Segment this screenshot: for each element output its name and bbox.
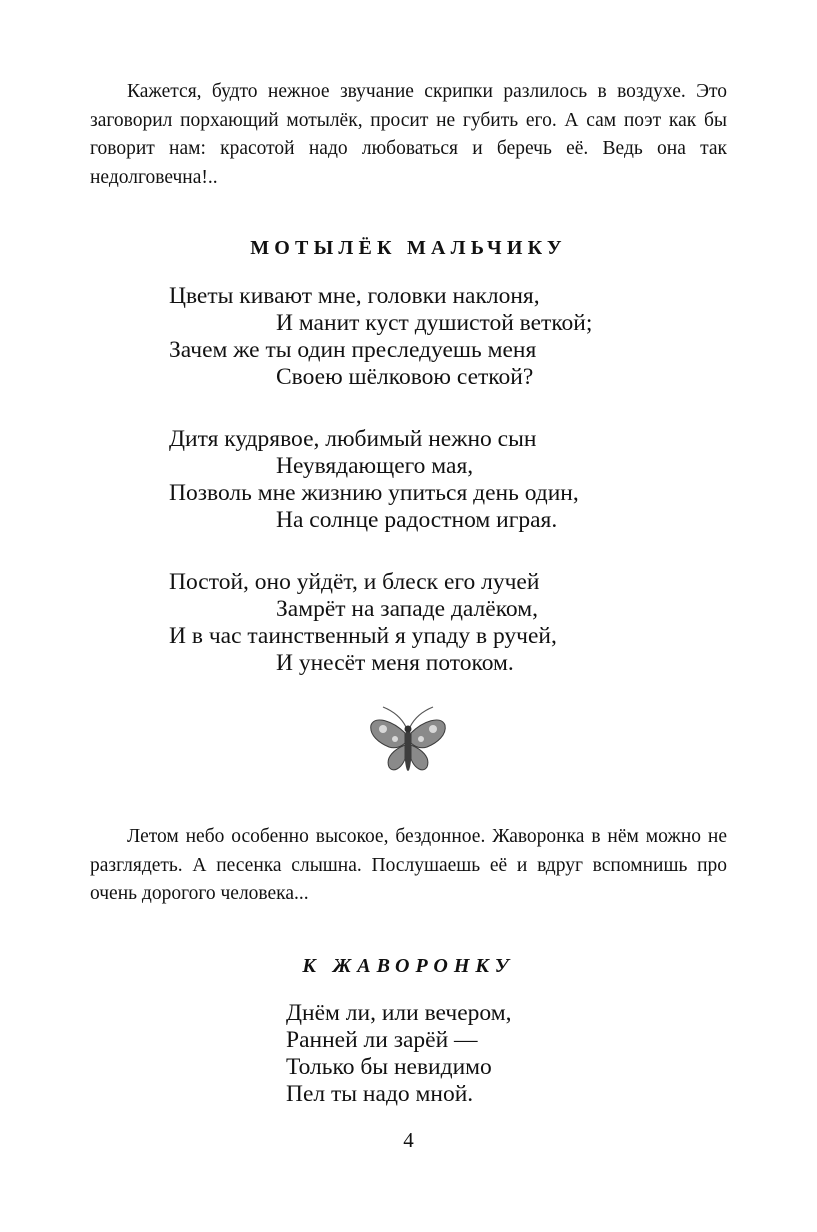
poem-line: Ранней ли зарёй — <box>286 1027 478 1053</box>
poem1-stanza-2 <box>169 426 592 534</box>
poem1-body <box>169 283 592 712</box>
butterfly-icon <box>363 703 453 785</box>
poem-line: Неувядающего мая, <box>276 453 474 479</box>
poem-line: Только бы невидимо <box>286 1054 492 1080</box>
poem-line: И манит куст душистой веткой; <box>276 310 593 336</box>
poem2-body <box>286 1000 511 1108</box>
poem-line: И унесёт меня потоком. <box>276 650 514 676</box>
intro-paragraph <box>90 78 727 192</box>
intro-text: Кажется, будто нежное звучание скрипки разлилось в воздухе. Это заговорил порхающий мотылёк, просит не губить его. А сам поэт как бы говорит нам: красотой надо любоваться и беречь её. Ведь она так недолговечна!.. <box>90 81 727 188</box>
page-number: 4 <box>403 1128 414 1152</box>
poem2-title: К ЖАВОРОНКУ <box>302 955 515 977</box>
poem-line: Днём ли, или вечером, <box>286 1000 512 1026</box>
poem-line: Цветы кивают мне, головки наклоня, <box>169 283 540 309</box>
poem-line: Своею шёлковою сеткой? <box>276 364 534 390</box>
between-paragraph <box>90 823 727 909</box>
poem-line: Замрёт на западе далёком, <box>276 596 538 622</box>
poem-line: Пел ты надо мной. <box>286 1081 474 1107</box>
poem-line: И в час таинственный я упаду в ручей, <box>169 623 557 649</box>
poem-line: Зачем же ты один преследуешь меня <box>169 337 537 363</box>
poem1-stanza-3 <box>169 569 592 677</box>
butterfly-illustration <box>363 703 453 785</box>
poem-line: Позволь мне жизнию упиться день один, <box>169 480 579 506</box>
poem-line: Постой, оно уйдёт, и блеск его лучей <box>169 569 540 595</box>
poem-line: Дитя кудрявое, любимый нежно сын <box>169 426 537 452</box>
between-text: Летом небо особенно высокое, бездонное. Жаворонка в нём можно не разглядеть. А песенка слышна. Послушаешь её и вдруг вспомнишь про очень дорогого человека... <box>90 826 727 904</box>
poem-line: На солнце радостном играя. <box>276 507 558 533</box>
poem1-title: МОТЫЛЁК МАЛЬЧИКУ <box>250 237 567 259</box>
poem1-stanza-1 <box>169 283 592 391</box>
